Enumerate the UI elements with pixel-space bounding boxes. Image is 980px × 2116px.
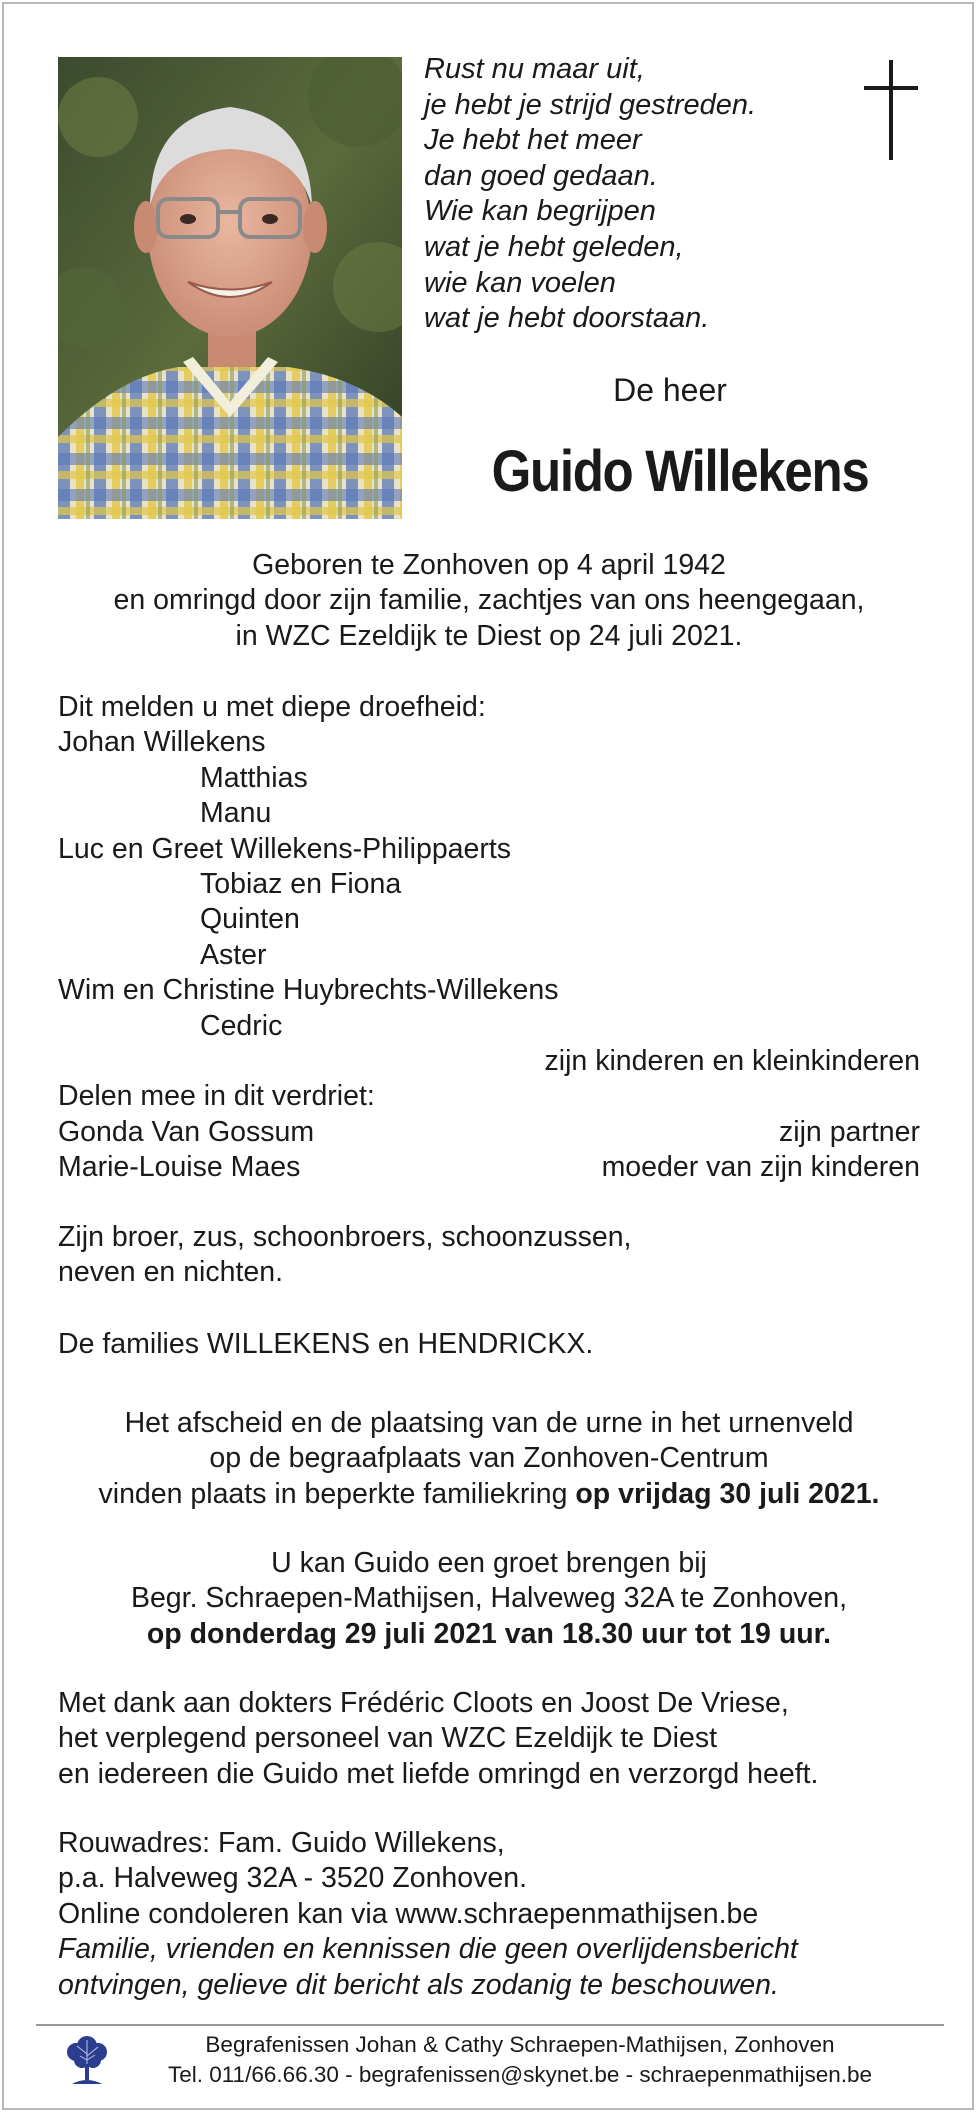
tree-logo-icon xyxy=(62,2030,112,2088)
family-member: Wim en Christine Huybrechts-Willekens xyxy=(58,974,559,1007)
cross-icon xyxy=(862,60,920,160)
family-member: Cedric xyxy=(200,1009,283,1042)
poem-line: wat je hebt doorstaan. xyxy=(424,302,710,335)
address-line: Rouwadres: Fam. Guido Willekens, xyxy=(58,1827,505,1859)
family-member: Tobiaz en Fiona xyxy=(200,867,402,900)
deceased-name: Guido Willekens xyxy=(491,439,869,504)
visit-date: op donderdag 29 juli 2021 van 18.30 uur tot 19 uur. xyxy=(146,1617,832,1650)
share-intro: Delen mee in dit verdriet: xyxy=(58,1080,375,1113)
farewell-text: vinden plaats in beperkte familiekring xyxy=(98,1477,576,1510)
other-relative-row xyxy=(58,1150,920,1185)
address-line: Online condoleren kan via www.schraepenmathijsen.be xyxy=(58,1897,759,1930)
poem-line: Je hebt het meer xyxy=(424,124,642,157)
thanks xyxy=(58,1686,920,1792)
footer-divider xyxy=(36,2024,944,2026)
other-relative-relation: moeder van zijn kinderen xyxy=(601,1151,920,1184)
other-relative-row xyxy=(58,1115,920,1150)
family-list xyxy=(58,690,920,1185)
farewell-info xyxy=(58,1406,920,1512)
family-member: Luc en Greet Willekens-Philippaerts xyxy=(58,832,512,865)
family-member: Quinten xyxy=(200,903,300,936)
relatives xyxy=(58,1220,920,1291)
other-relative-name: Marie-Louise Maes xyxy=(58,1151,301,1184)
poem-line: wat je hebt geleden, xyxy=(424,230,684,263)
families-text: De families WILLEKENS en HENDRICKX. xyxy=(58,1328,594,1360)
address-line: p.a. Halveweg 32A - 3520 Zonhoven. xyxy=(58,1862,527,1895)
family-member: Matthias xyxy=(200,761,308,794)
birth-line: Geboren te Zonhoven op 4 april 1942 xyxy=(252,549,726,581)
poem-line: Wie kan begrijpen xyxy=(424,195,656,228)
family-member: Johan Willekens xyxy=(58,726,266,759)
poem-line: dan goed gedaan. xyxy=(424,159,658,192)
thanks-line: en iedereen die Guido met liefde omringd en verzorgd heeft. xyxy=(58,1757,819,1790)
thanks-line: het verplegend personeel van WZC Ezeldijk te Diest xyxy=(58,1722,717,1755)
relatives-line: Zijn broer, zus, schoonbroers, schoonzussen, xyxy=(58,1221,632,1253)
farewell-line xyxy=(58,1477,920,1512)
visit-line xyxy=(58,1617,920,1652)
farewell-date: op vrijdag 30 juli 2021. xyxy=(575,1477,880,1510)
notice-line: ontvingen, gelieve dit bericht als zodanig te beschouwen. xyxy=(58,1968,779,2001)
farewell-line: op de begraafplaats van Zonhoven-Centrum xyxy=(209,1442,769,1475)
portrait-photo xyxy=(58,57,402,519)
farewell-line: Het afscheid en de plaatsing van de urne in het urnenveld xyxy=(124,1407,854,1439)
family-member: Manu xyxy=(200,797,272,830)
poem xyxy=(424,52,824,337)
birth-line: en omringd door zijn familie, zachtjes van ons heengegaan, xyxy=(113,584,865,617)
poem-line: Rust nu maar uit, xyxy=(424,53,645,85)
families-line xyxy=(58,1327,920,1362)
family-intro: Dit melden u met diepe droefheid: xyxy=(58,691,486,723)
address xyxy=(58,1826,920,2003)
footer xyxy=(120,2030,920,2090)
other-relative-name: Gonda Van Gossum xyxy=(58,1115,315,1148)
notice-line: Familie, vrienden en kennissen die geen overlijdensbericht xyxy=(58,1933,798,1966)
poem-line: je hebt je strijd gestreden. xyxy=(424,88,757,121)
poem-line: wie kan voelen xyxy=(424,266,616,299)
other-relative-relation: zijn partner xyxy=(779,1115,920,1148)
children-label: zijn kinderen en kleinkinderen xyxy=(544,1044,920,1077)
salutation: De heer xyxy=(613,372,727,408)
family-member: Aster xyxy=(200,938,267,971)
visit-line: Begr. Schraepen-Mathijsen, Halveweg 32A te Zonhoven, xyxy=(130,1582,848,1615)
relatives-line: neven en nichten. xyxy=(58,1256,284,1289)
visit-line: U kan Guido een groet brengen bij xyxy=(271,1547,707,1579)
birth-line: in WZC Ezeldijk te Diest op 24 juli 2021. xyxy=(235,619,743,652)
footer-contact: Tel. 011/66.66.30 - begrafenissen@skynet.be - schraepenmathijsen.be xyxy=(167,2062,873,2087)
footer-company: Begrafenissen Johan & Cathy Schraepen-Mathijsen, Zonhoven xyxy=(205,2032,835,2057)
thanks-line: Met dank aan dokters Frédéric Cloots en Joost De Vriese, xyxy=(58,1687,789,1719)
birth-info xyxy=(58,548,920,654)
visit-info xyxy=(58,1546,920,1652)
